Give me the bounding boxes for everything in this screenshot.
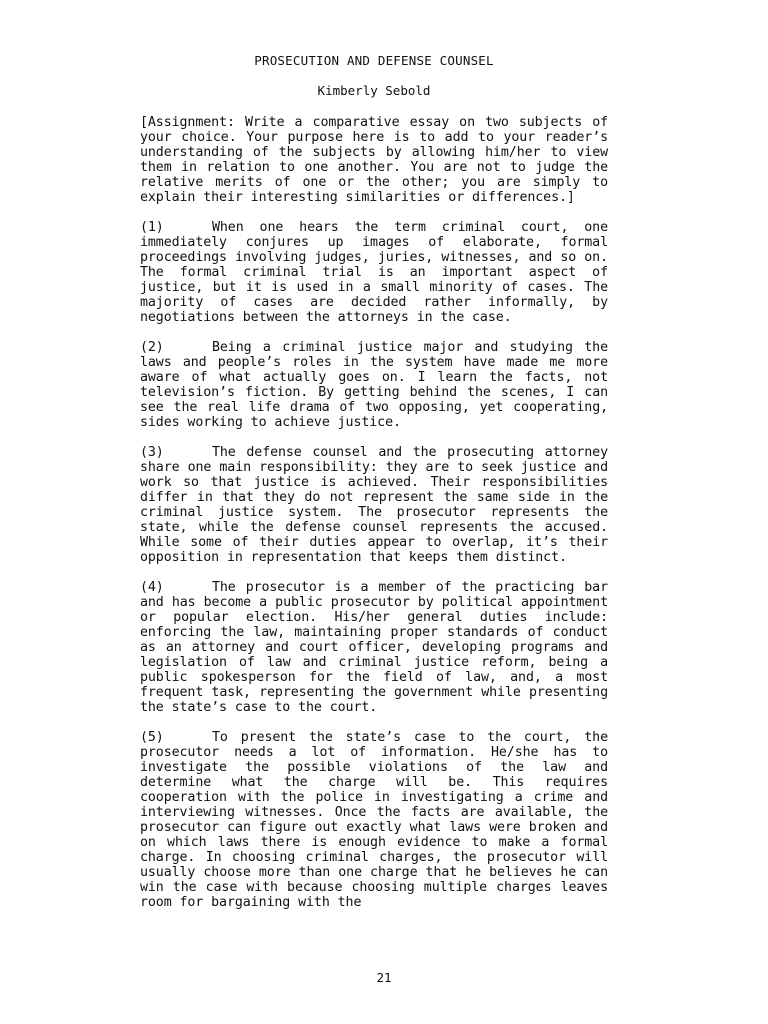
assignment-text: [Assignment: Write a comparative essay on two subjects of your choice. Your purpose here is to add to your reader’s understanding of the subjects by allowing him/her to view them in relation to one another. You are not to judge the relative merits of one or the other; you are simply to explain their interesting similarities or differences.] <box>140 115 608 205</box>
paragraph-text: To present the state’s case to the court, the prosecutor needs a lot of information. He/she has to investigate the possible violations of the law and determine what the charge will be. This requires cooperation with the police in investigating a crime and interviewing witnesses. Once the facts are available, the prosecutor can figure out exactly what laws were broken and on which laws there is enough evidence to make a formal charge. In choosing criminal charges, the prosecutor will usually choose more than one charge that he believes he can win the case with because choosing multiple charges leaves room for bargaining with the <box>140 730 608 910</box>
paragraph-number: (1) <box>140 220 164 235</box>
paragraph-text: Being a criminal justice major and studying the laws and people’s roles in the system have made me more aware of what actually goes on. I learn the facts, not television’s fiction. By getting behind the scenes, I can see the real life drama of two opposing, yet cooperating, sides working to achieve justice. <box>140 340 608 430</box>
paragraph-number: (2) <box>140 340 164 355</box>
paragraph-1 <box>140 220 608 325</box>
document-title: PROSECUTION AND DEFENSE COUNSEL <box>254 53 494 68</box>
paragraph-number: (4) <box>140 580 164 595</box>
paragraph-text: The prosecutor is a member of the practicing bar and has become a public prosecutor by political appointment or popular election. His/her general duties include: enforcing the law, maintaining proper standards of conduct as an attorney and court officer, developing programs and legislation of law and criminal justice reform, being a public spokesperson for the field of law, and, a most frequent task, representing the government while presenting the state’s case to the court. <box>140 580 608 715</box>
page-number: 21 <box>376 970 392 985</box>
paragraph-3 <box>140 445 608 565</box>
document-page <box>140 52 608 910</box>
paragraph-number: (5) <box>140 730 164 745</box>
paragraph-5 <box>140 730 608 910</box>
paragraph-text: When one hears the term criminal court, one immediately conjures up images of elaborate, formal proceedings involving judges, juries, witnesses, and so on. The formal criminal trial is an important aspect of justice, but it is used in a small minority of cases. The majority of cases are decided rather informally, by negotiations between the attorneys in the case. <box>140 220 608 325</box>
author-name: Kimberly Sebold <box>317 83 431 98</box>
paragraph-2 <box>140 340 608 430</box>
paragraph-text: The defense counsel and the prosecuting attorney share one main responsibility: they are to seek justice and work so that justice is achieved. Their responsibilities differ in that they do not represent the same side in the criminal justice system. The prosecutor represents the state, while the defense counsel represents the accused. While some of their duties appear to overlap, it’s their opposition in representation that keeps them distinct. <box>140 445 608 565</box>
paragraph-number: (3) <box>140 445 164 460</box>
paragraph-4 <box>140 580 608 715</box>
